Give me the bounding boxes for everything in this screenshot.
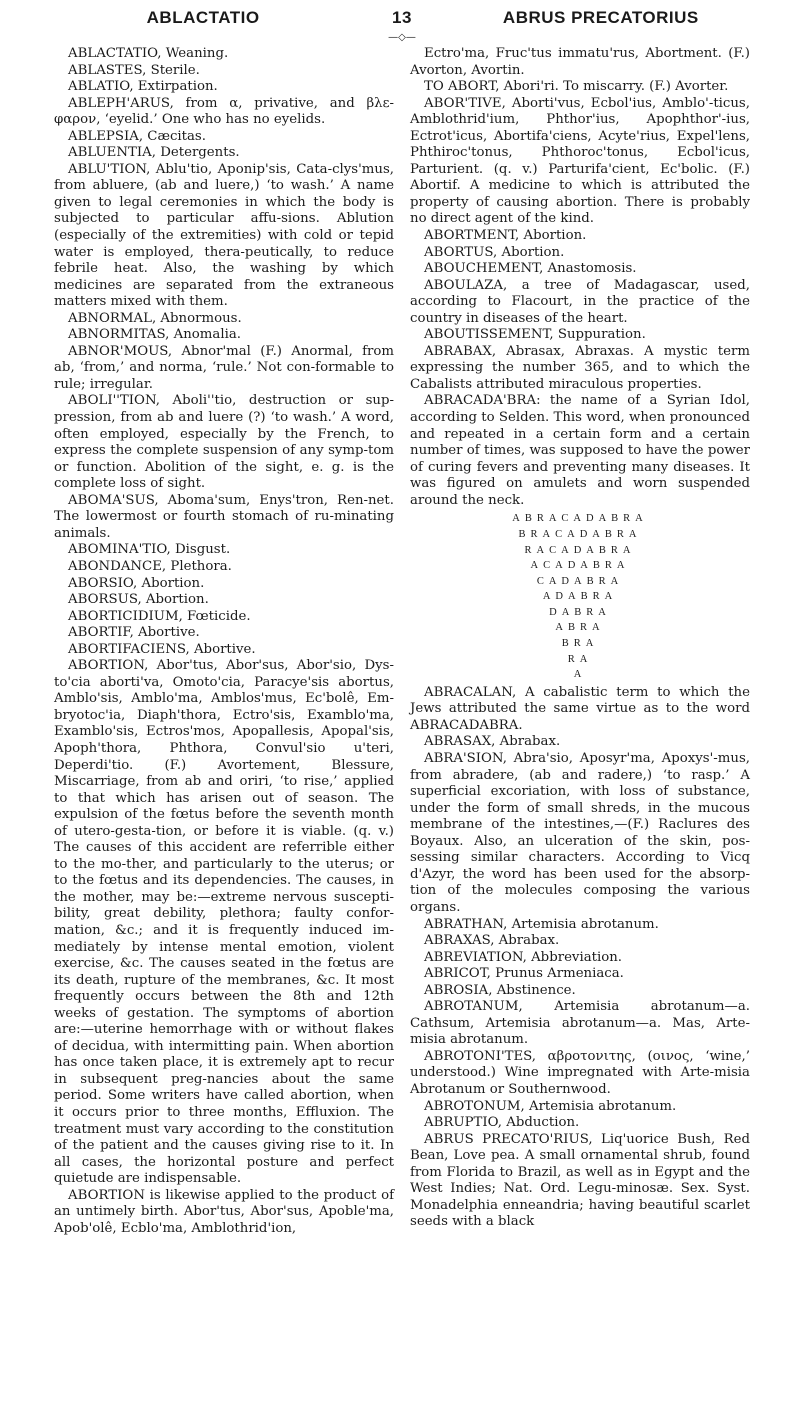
dictionary-entry: ABORTMENT, Abortion.: [424, 228, 587, 244]
dictionary-entry: ABREVIATION, Abbreviation.: [424, 949, 623, 965]
dictionary-entry: ABLU'TION, Ablu'tio, Aponip'sis, Cata-clys'mus, from abluere, (ab and luere,) ‘to wash.’ A name given to legal ceremonies in which the body is subjected to particular affu-sions. Ablution (especially of the extremities) with cold or tepid water is employed, thera-peutically, to reduce febrile heat. Also, the washing by which medicines are separated from the extraneous matters mixed with them.: [54, 161, 394, 310]
dictionary-entry: ABORTICIDIUM, Fœticide.: [68, 608, 251, 624]
abracadabra-line: A: [573, 669, 587, 681]
dictionary-entry: ABROTANUM, Artemisia abrotanum—a. Cathsum, Artemisia abrotanum—a. Mas, Arte-misia abrotanum.: [410, 999, 750, 1048]
header-right-guideword: ABRUS PRECATORIUS: [502, 8, 699, 27]
dictionary-entry: ABRUPTIO, Abduction.: [424, 1115, 580, 1131]
header-ornament: —◇—: [388, 32, 416, 43]
right-column-top: [410, 46, 750, 509]
dictionary-entry: ABRA'SION, Abra'sio, Aposyr'ma, Apoxys'-mus, from abradere, (ab and radere,) ‘to rasp.’ A superficial excoriation, with loss of substance, under the form of small shreds, in the mucous membrane of the intestines,—(F.) Raclures des Boyaux. Also, an ulceration of the skin, pos-sessing similar characters. According to Vicq d'Azyr, the word has been used for the absorp-tion of the molecules composing the various organs.: [410, 751, 750, 915]
abracadabra-line: BRACADABRA: [518, 528, 642, 540]
dictionary-entry: ABLEPSIA, Cæcitas.: [68, 128, 206, 144]
dictionary-entry: ABLUENTIA, Detergents.: [68, 145, 240, 161]
dictionary-entry: ABLACTATIO, Weaning.: [68, 46, 229, 61]
dictionary-entry: ABRABAX, Abrasax, Abraxas. A mystic term expressing the number 365, and to which the Cabalists attributed miraculous properties.: [410, 343, 750, 392]
dictionary-entry: ABNORMITAS, Anomalia.: [68, 327, 241, 343]
abracadabra-line: ADABRA: [542, 591, 618, 603]
dictionary-entry: ABOUTISSEMENT, Suppuration.: [424, 327, 646, 343]
left-column: [54, 46, 394, 1237]
dictionary-entry: ABRASAX, Abrabax.: [424, 734, 561, 750]
dictionary-entry: Ectro'ma, Fruc'tus immatu'rus, Abortment. (F.) Avorton, Avortin.: [410, 46, 750, 78]
abracadabra-line: BRA: [561, 638, 599, 650]
dictionary-entry: ABORSUS, Abortion.: [68, 592, 209, 608]
abracadabra-line: DABRA: [549, 606, 611, 618]
dictionary-entry: ABRACADA'BRA: the name of a Syrian Idol, according to Selden. This word, when pronounced and repeated in a certain form and a certain number of times, was supposed to have the power of curing fevers and preventing many diseases. It was figured on amulets and worn suspended around the neck.: [410, 393, 750, 508]
dictionary-entry: ABORTION is likewise applied to the product of an untimely birth. Abor'tus, Abor'sus, Apoble'ma, Apob'olê, Ecblo'ma, Amblothrid'ion,: [54, 1187, 394, 1236]
dictionary-entry: ABONDANCE, Plethora.: [68, 558, 232, 574]
abracadabra-line: RACADABRA: [524, 544, 636, 556]
dictionary-entry: ABRUS PRECATO'RIUS, Liq'uorice Bush, Red Bean, Love pea. A small ornamental shrub, found from Florida to Brazil, as well as in Egypt and the West Indies; Nat. Ord. Legu-minosæ. Sex. Syst. Monadelphia enneandria; having beautiful scarlet seeds with a black: [410, 1131, 750, 1230]
abracadabra-line: ABRACADABRA: [512, 513, 648, 525]
dictionary-entry: ABROTONI'TES, αβροτονιτης, (οινος, ‘wine,’ understood.) Wine impregnated with Arte-misia Abrotanum or Southernwood.: [410, 1048, 750, 1097]
abracadabra-line: CADABRA: [536, 575, 624, 587]
dictionary-entry: ABOMA'SUS, Aboma'sum, Enys'tron, Ren-net. The lowermost or fourth stomach of ru-minating animals.: [54, 492, 394, 541]
header-left-guideword: ABLACTATIO: [146, 8, 260, 27]
dictionary-entry: ABRATHAN, Artemisia abrotanum.: [424, 916, 659, 932]
dictionary-entry: ABRICOT, Prunus Armeniaca.: [424, 966, 624, 982]
dictionary-entry: TO ABORT, Abori'ri. To miscarry. (F.) Avorter.: [424, 79, 729, 95]
dictionary-entry: ABORTION, Abor'tus, Abor'sus, Abor'sio, Dys-to'cia aborti'va, Omoto'cia, Paracye'sis abortus, Amblo'sis, Amblo'ma, Amblos'mus, Ec'bolê, Em-bryotoc'ia, Diaph'thora, Ectro'sis, Examblo'ma, Examblo'sis, Ectros'mos, Apopallesis, Apopal'sis, Apoph'thora, Phthora, Convul'sio u'teri, Deperdi'tio. (F.) Avortement, Blessure, Miscarriage, from ab and oriri, ‘to rise,’ applied to that which has arisen out of season. The expulsion of the fœtus before the seventh month of utero-gesta-tion, or before it is viable. (q. v.) The causes of this accident are referrible either to the mo-ther, and particularly to the uterus; or to the fœtus and its dependencies. The causes, in the mother, may be:—extreme nervous suscepti-bility, great debility, plethora; faulty confor-mation, &c.; and it is frequently induced im-mediately by intense mental emotion, violent exercise, &c. The causes seated in the fœtus are its death, rupture of the membranes, &c. It most frequently occurs between the 8th and 12th weeks of gestation. The symptoms of abortion are:—uterine hemorrhage with or without flakes of decidua, with intermitting pain. When abortion has once taken place, it is extremely apt to recur in subsequent preg-nancies about the same period. Some writers have called abortion, when it occurs prior to three months, Effluxion. The treatment must vary according to the constitution of the patient and the causes giving rise to it. In all cases, the horizontal posture and perfect quietude are indispensable.: [54, 658, 394, 1187]
two-column-text: [54, 46, 750, 1237]
dictionary-entry: ABORTUS, Abortion.: [424, 244, 565, 260]
abracadabra-line: ABRA: [555, 622, 605, 634]
dictionary-entry: ABROTONUM, Artemisia abrotanum.: [424, 1098, 677, 1114]
dictionary-entry: ABRAXAS, Abrabax.: [424, 933, 560, 949]
dictionary-entry: ABORTIF, Abortive.: [68, 625, 200, 641]
dictionary-entry: ABNOR'MOUS, Abnor'mal (F.) Anormal, from ab, ‘from,’ and norma, ‘rule.’ Not con-formable to rule; irregular.: [54, 343, 394, 392]
abracadabra-line: ACADABRA: [530, 560, 630, 572]
dictionary-entry: ABOUCHEMENT, Anastomosis.: [424, 261, 637, 277]
right-column-bottom: [410, 685, 750, 1231]
dictionary-entry: ABLEPH'ARUS, from α, privative, and βλε-φαρον, ‘eyelid.’ One who has no eyelids.: [54, 95, 394, 128]
dictionary-entry: ABNORMAL, Abnormous.: [68, 310, 242, 326]
dictionary-entry: ABOR'TIVE, Aborti'vus, Ecbol'ius, Amblo'-ticus, Amblothrid'ium, Phthor'ius, Apophthor'-ius, Ectrot'icus, Abortifa'ciens, Acyte'rius, Expel'lens, Phthiroc'tonus, Phthoroc'tonus, Ecbol'icus, Parturient. (q. v.) Parturifa'cient, Ec'bolic. (F.) Abortif. A medicine to which is attributed the property of causing abortion. There is probably no direct agent of the kind.: [410, 95, 750, 227]
dictionary-entry: ABROSIA, Abstinence.: [424, 982, 576, 998]
dictionary-entry: ABOMINA'TIO, Disgust.: [68, 542, 231, 558]
dictionary-entry: ABOULAZA, a tree of Madagascar, used, according to Flacourt, in the practice of the country in diseases of the heart.: [410, 277, 750, 326]
abracadabra-line: RA: [567, 653, 593, 665]
dictionary-entry: ABRACALAN, A cabalistic term to which the Jews attributed the same virtue as to the word ABRACADABRA.: [410, 684, 750, 733]
dictionary-entry: ABORTIFACIENS, Abortive.: [68, 641, 256, 657]
dictionary-entry: ABOLI''TION, Aboli''tio, destruction or sup-pression, from ab and luere (?) ‘to wash.’ A word, often employed, especially by the French, to express the complete suspension of any symp-tom or function. Abolition of the sight, e. g. is the complete loss of sight.: [54, 393, 394, 492]
dictionary-entry: ABLATIO, Extirpation.: [68, 79, 218, 95]
abracadabra-amulet: [410, 511, 750, 683]
dictionary-entry: ABLASTES, Sterile.: [68, 62, 200, 78]
page-number: 13: [392, 8, 412, 27]
dictionary-entry: ABORSIO, Abortion.: [68, 575, 205, 591]
right-column: [410, 46, 750, 1237]
